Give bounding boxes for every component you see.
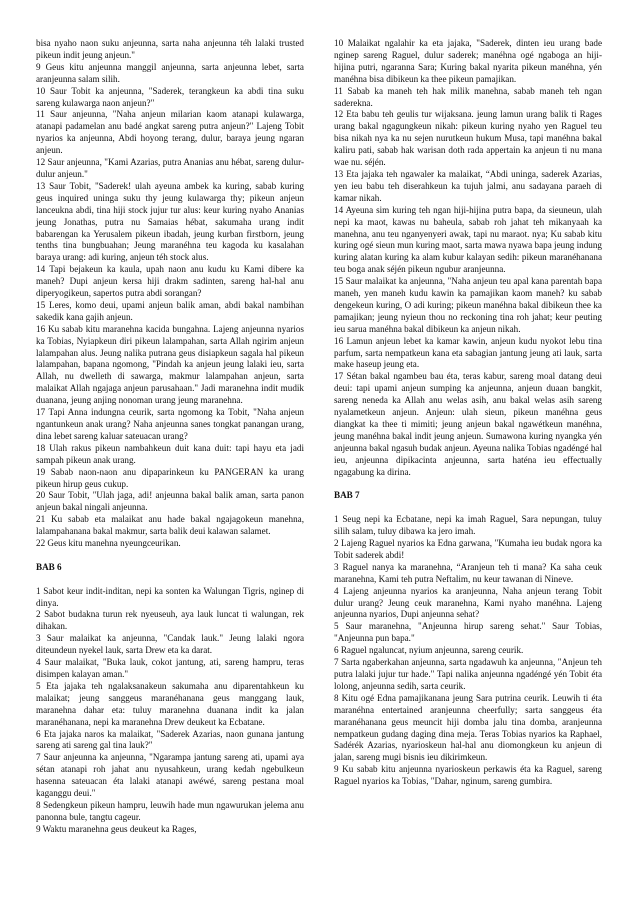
verse-paragraph: 2 Sabot budakna turun rek nyeuseuh, aya lauk luncat ti walungan, rek dihakan. xyxy=(36,609,304,632)
verse-paragraph: 9 Ku sabab kitu anjeunna nyarioskeun perkawis éta ka Raguel, sareng Raguel nyarios ka Tobias, "Dahar, nginum, sareng gumbira. xyxy=(334,764,602,787)
verse-paragraph: 17 Sétan bakal ngambeu bau éta, teras kabur, sareng moal datang deui deui: tapi upami anjeun sumping ka anjeunna, anjeun duaan bangkit, sareng neneda ka Allah anu welas asih, anu bakal welas asih sareng nyalametkeun anjeun. Anjeun: ulah sieun, pikeun manéhna geus diangkat ka thee ti mimiti; jeung anjeun bakal ngawétkeun manéhna, jeung manéhna bakal indit jeung anjeun. Sumawona kuring nyangka yén anjeunna bakal ngasuh budak anjeun. Ayeuna nalika Tobias ngadéngé hal ieu, anjeunna dipikacinta anjeunna, sarta haténa ieu effectually ngagabung ka dirina. xyxy=(334,371,602,477)
verse-paragraph: 13 Eta jajaka teh ngawaler ka malaikat, “Abdi uninga, saderek Azarias, yen ieu babu teh diserahkeun ka tujuh jalmi, anu sadayana paraeh di kamar nikah. xyxy=(334,168,602,203)
verse-paragraph: 9 Geus kitu anjeunna manggil anjeunna, sarta anjeunna lebet, sarta aranjeunna salam silih. xyxy=(36,61,304,84)
verse-paragraph: 7 Saur anjeunna ka anjeunna, "Ngarampa jantung sareng ati, upami aya sétan atanapi roh jahat anu nyusahkeun, urang kedah ngebulkeun hasenna sateuacan éta lalaki atanapi awéwé, sareng pestana moal kaganggu deui." xyxy=(36,752,304,799)
verse-paragraph: 14 Tapi bejakeun ka kaula, upah naon anu kudu ku Kami dibere ka maneh? Dupi anjeun kersa hiji drakm sadinten, sareng hal-hal anu diperyogikeun, sapertos putra abdi sorangan? xyxy=(36,264,304,299)
verse-paragraph: 2 Lajeng Raguel nyarios ka Edna garwana, "Kumaha ieu budak ngora ka Tobit saderek abdi! xyxy=(334,538,602,560)
verse-paragraph: 16 Lamun anjeun lebet ka kamar kawin, anjeun kudu nyokot lebu tina parfum, sarta nempatkeun kana eta sabagian jantung jeung ati lauk, sarta make haseup jeung eta. xyxy=(334,335,602,370)
right-column xyxy=(334,38,602,882)
chapter-heading-bab-6: BAB 6 xyxy=(36,561,62,572)
verse-paragraph: 20 Saur Tobit, "Ulah jaga, adi! anjeunna bakal balik aman, sarta panon anjeun bakal ningali anjeunna. xyxy=(36,490,304,513)
verse-paragraph: 8 Sedengkeun pikeun hampru, leuwih hade mun ngawurukan jelema anu panonna bule, tangtu cageur. xyxy=(36,799,304,822)
paragraph-gap xyxy=(334,502,602,514)
verse-paragraph: 15 Saur malaikat ka anjeunna, "Naha anjeun teu apal kana parentah bapa maneh, yen maneh kudu kawin ka pamajikan kaom maneh? ku sabab dengekeun kuring, O adi kuring; pikeun manéhna bakal dibikeun thee ka pamajikan; jeung nyieun thou no reckoning tina roh jahat; keur peuting ieu sarua manéhna bakal dibikeun ka anjeun nikah. xyxy=(334,276,602,334)
verse-paragraph: 19 Sabab naon-naon anu dipaparinkeun ku PANGERAN ka urang pikeun hirup geus cukup. xyxy=(36,466,304,489)
verse-paragraph: 5 Eta jajaka teh ngalaksanakeun sakumaha anu diparentahkeun ku malaikat; jeung sanggeus maranéhanana geus manggang lauk, maranehna dahar eta: tuluy maranehna duanana indit ka jalan maranéhanana, nepi ka maranehna Drew deukeut ka Ecbatane. xyxy=(36,680,304,727)
verse-paragraph: 7 Sarta ngaberkahan anjeunna, sarta ngadawuh ka anjeunna, "Anjeun teh putra lalaki jujur tur hade." Tapi nalika anjeunna ngadéngé yén Tobit éta lolong, anjeunna sedih, sarta ceurik. xyxy=(334,657,602,691)
verse-paragraph: 18 Ulah rakus pikeun nambahkeun duit kana duit: tapi hayu eta jadi sampah pikeun anak urang. xyxy=(36,442,304,465)
verse-paragraph: 5 Saur maranehna, "Anjeunna hirup sareng sehat." Saur Tobias, "Anjeunna pun bapa." xyxy=(334,621,602,644)
verse-paragraph: 6 Raguel ngaluncat, nyium anjeunna, sareng ceurik. xyxy=(334,645,524,656)
verse-paragraph: 3 Raguel nanya ka maranehna, “Aranjeun teh ti mana? Ka saha ceuk maranehna, Kami teh putra Neftalim, nu keur tawanan di Nineve. xyxy=(334,561,602,584)
verse-paragraph: 10 Saur Tobit ka anjeunna, "Saderek, terangkeun ka abdi tina suku sareng kulawarga naon anjeun?" xyxy=(36,85,304,108)
verse-paragraph: 15 Leres, komo deui, upami anjeun balik aman, abdi bakal nambihan sakedik kana gajih anjeun. xyxy=(36,299,304,322)
verse-paragraph: 1 Sabot keur indit-inditan, nepi ka sonten ka Walungan Tigris, nginep di dinya. xyxy=(36,585,304,608)
verse-paragraph: 12 Saur anjeunna, "Kami Azarias, putra Ananias anu hébat, sareng dulur-dulur anjeun." xyxy=(36,157,304,179)
verse-paragraph: 22 Geus kitu manehna nyeungceurikan. xyxy=(36,538,181,549)
left-column xyxy=(36,38,304,882)
verse-paragraph: 14 Ayeuna sim kuring teh ngan hiji-hijina putra bapa, da sieuneun, ulah nepi ka maot, kawas nu baheula, sabab roh jahat teh mikanyaah ka manehna, anu teu nganyenyeri awak, tapi nu maraot. nya; Ku sabab kitu kuring ogé sieun mun kuring maot, sarta mawa nyawa bapa jeung indung kuring alatan kuring ka alam kubur kalayan sedih: pikeun maranéhanana teu boga anak séjén pikeun ngubur aranjeunna. xyxy=(334,204,602,275)
verse-paragraph: 17 Tapi Anna indungna ceurik, sarta ngomong ka Tobit, "Naha anjeun ngantunkeun anak urang? Naha anjeunna sanes tongkat panangan urang, dina lebet sareng kaluar sateuacan urang? xyxy=(36,407,304,441)
verse-paragraph: 16 Ku sabab kitu maranehna kacida bungahna. Lajeng anjeunna nyarios ka Tobias, Nyiapkeun diri pikeun lalampahan, sarta Allah ngirim anjeun lalampahan alus. Jeung nalika putrana geus disiapkeun sagala hal pikeun lalampahan, bapana ngomong, "Pindah ka anjeun jeung lalaki ieu, sarta Allah, nu dwelleth di sawarga, makmur lalampahan anjeun, sarta malaikat Allah ngajaga anjeun parusahaan." Jadi maranehna indit mudik duanana, jeung anjing nonoman urang jeung maranehna. xyxy=(36,323,304,406)
paragraph-gap xyxy=(36,550,304,562)
verse-paragraph: 11 Sabab ka maneh teh hak milik manehna, sabab maneh teh ngan saderekna. xyxy=(334,85,602,108)
paragraph-gap xyxy=(36,574,304,586)
verse-paragraph: 11 Saur anjeunna, "Naha anjeun milarian kaom atanapi kulawarga, atanapi padamelan anu badé angkat sareng putra anjeun?" Lajeng Tobit nyarios ka anjeunna, Abdi hoyong terang, dulur, baraya jeung ngaran anjeun. xyxy=(36,109,304,156)
paragraph-gap xyxy=(334,479,602,491)
chapter-heading-bab-7: BAB 7 xyxy=(334,490,360,501)
verse-paragraph: 13 Saur Tobit, "Saderek! ulah ayeuna ambek ka kuring, sabab kuring geus inquired uninga suku thy jeung kulawarga thy; pikeun anjeun lanceukna abdi, tina hiji stock jujur tur alus: keur kuring nyaho Ananias jeung Jonathas, putra nu Samaias hébat, sakumaha urang indit babarengan ka Yerusalem pikeun ibadah, jeung kurban firstborn, jeung tenths tina bungbuahan; Jeung maranéhna teu kagoda ku kasalahan baraya urang: adi kuring, anjeun téh stock alus. xyxy=(36,180,304,263)
verse-paragraph: 4 Saur malaikat, "Buka lauk, cokot jantung, ati, sareng hampru, teras disimpen kalayan aman." xyxy=(36,657,304,679)
verse-paragraph: 6 Eta jajaka naros ka malaikat, "Saderek Azarias, naon gunana jantung sareng ati sareng gal tina lauk?" xyxy=(36,728,304,751)
verse-paragraph: 3 Saur malaikat ka anjeunna, "Candak lauk." Jeung lalaki ngora diteundeun nyekel lauk, sarta Drew eta ka darat. xyxy=(36,633,304,656)
verse-paragraph: 4 Lajeng anjeunna nyarios ka aranjeunna, Naha anjeun terang Tobit dulur urang? Jeung ceuk maranehna, Kami nyaho manéhna. Lajeng anjeunna nyarios, Dupi anjeunna sehat? xyxy=(334,585,602,620)
verse-paragraph: 10 Malaikat ngalahir ka eta jajaka, "Saderek, dinten ieu urang bade nginep sareng Raguel, dulur saderek; manéhna ogé ngaboga an hiji-hijina putri, ngaranna Sara; Kuring bakal nyarita pikeun manéhna, yén manéhna bisa dibikeun ka thee pikeun pamajikan. xyxy=(334,38,602,84)
verse-paragraph: 8 Kitu ogé Edna pamajikanana jeung Sara putrina ceurik. Leuwih ti éta maranéhna entertained aranjeunna cheerfully; sarta sanggeus éta maranéhanana geus meuncit hiji domba jalu tina domba, aranjeunna nempatkeun gudang daging dina meja. Teras Tobias nyarios ka Raphael, Sadérék Azarias, nyarioskeun hal-hal anu diomongkeun ku anjeun di jalan, sareng mugi bisnis ieu dikirimkeun. xyxy=(334,692,602,763)
verse-paragraph: 12 Eta babu teh geulis tur wijaksana. jeung lamun urang balik ti Rages urang bakal ngagungkeun nikah: pikeun kuring nyaho yen Raguel teu bisa nikah nya ka nu sejen nurutkeun hukum Musa, tapi manéhna bakal kaliru pati, sabab hak warisan doth rada appertain ka anjeun ti nu mana wae nu. séjén. xyxy=(334,109,602,168)
verse-paragraph: 9 Waktu maranehna geus deukeut ka Rages, xyxy=(36,823,197,834)
verse-paragraph: bisa nyaho naon suku anjeunna, sarta naha anjeunna téh lalaki trusted pikeun indit jeung anjeun." xyxy=(36,38,304,60)
verse-paragraph: 21 Ku sabab eta malaikat anu hade bakal ngajagokeun manehna, lalampahanana bakal makmur, sarta balik deui kalawan salamet. xyxy=(36,514,304,537)
verse-paragraph: 1 Seug nepi ka Ecbatane, nepi ka imah Raguel, Sara nepungan, tuluy silih salam, tuluy dibawa ka jero imah. xyxy=(334,514,602,537)
